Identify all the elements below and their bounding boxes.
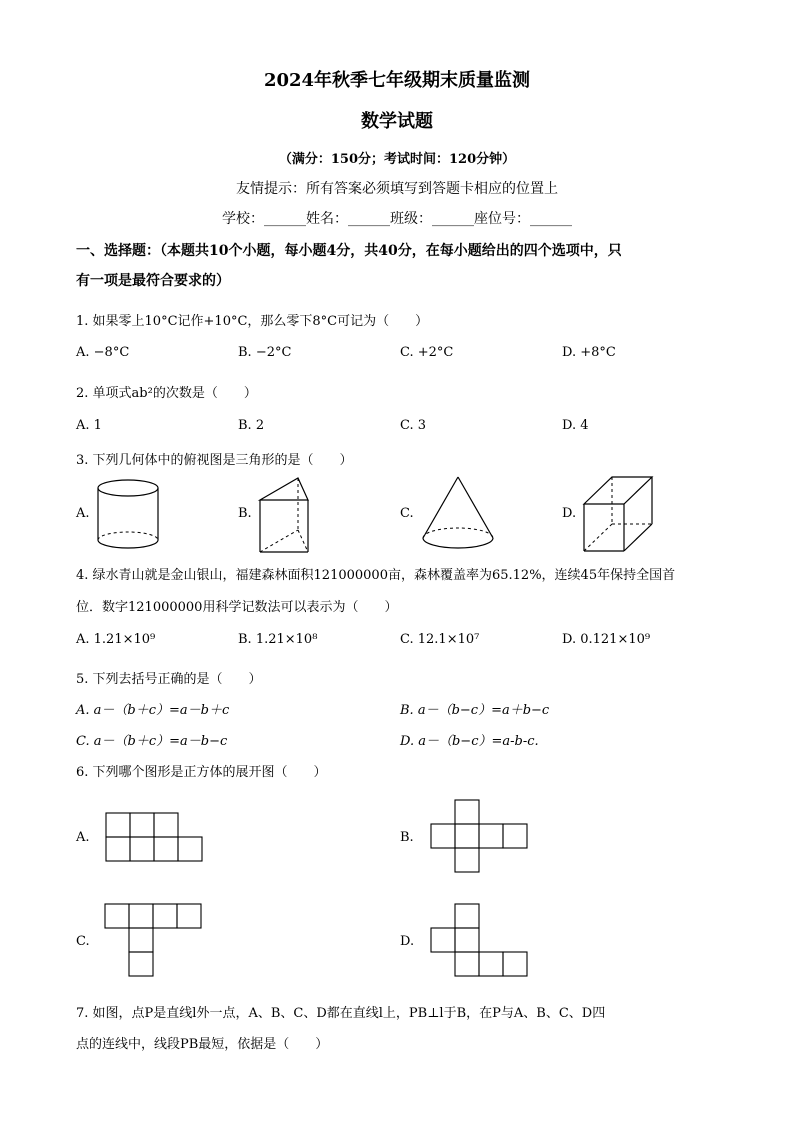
triangular-prism-figure: [256, 474, 316, 554]
q5-option-a: A. a－（b＋c）=a－b＋c: [76, 703, 230, 718]
q1-option-a: A. −8°C: [76, 345, 130, 360]
net-figure-b: [430, 799, 530, 875]
section-heading-line2: 有一项是最符合要求的）: [76, 273, 230, 289]
q7-stem-line2: 点的连线中，线段PB最短，依据是（ ）: [76, 1037, 329, 1052]
cone-figure: [420, 474, 496, 554]
q2-option-a: A. 1: [76, 418, 102, 433]
q1-stem: 1. 如果零上10°C记作+10°C，那么零下8°C可记为（ ）: [76, 314, 429, 329]
q2-stem: 2. 单项式ab²的次数是（ ）: [76, 386, 257, 401]
cuboid-figure: [582, 474, 656, 554]
q2-option-b: B. 2: [238, 418, 265, 433]
q4-stem-line1: 4. 绿水青山就是金山银山，福建森林面积121000000亩，森林覆盖率为65.12%，连续45年保持全国首: [76, 568, 676, 583]
cylinder-figure: [95, 478, 161, 554]
q4-option-d: D. 0.121×10⁹: [562, 632, 651, 647]
q3-option-c: C.: [400, 506, 414, 521]
q3-stem: 3. 下列几何体中的俯视图是三角形的是（ ）: [76, 453, 353, 468]
q2-option-d: D. 4: [562, 418, 589, 433]
section-heading-line1: 一、选择题：（本题共10个小题，每小题4分，共40分，在每小题给出的四个选项中，只: [76, 243, 622, 259]
q5-stem: 5. 下列去括号正确的是（ ）: [76, 672, 262, 687]
subject-title: 数学试题: [361, 111, 433, 132]
q3-option-b: B.: [238, 506, 252, 521]
q5-option-b: B. a－（b−c）=a＋b−c: [400, 703, 550, 718]
q4-option-a: A. 1.21×10⁹: [76, 632, 156, 647]
q5-option-d: D. a－（b−c）=a-b-c.: [400, 734, 539, 749]
q3-option-d: D.: [562, 506, 577, 521]
score-time: （满分：150分；考试时间：120分钟）: [278, 152, 516, 167]
q4-option-b: B. 1.21×10⁸: [238, 632, 318, 647]
q1-option-d: D. +8°C: [562, 345, 616, 360]
q6-option-c: C.: [76, 934, 90, 949]
student-info: 学校：______姓名：______班级：______座位号：______: [222, 211, 572, 227]
q6-stem: 6. 下列哪个图形是正方体的展开图（ ）: [76, 765, 327, 780]
q3-option-a: A.: [76, 506, 90, 521]
q6-option-a: A.: [76, 830, 90, 845]
exam-title: 2024年秋季七年级期末质量监测: [263, 70, 531, 91]
net-figure-c: [104, 903, 206, 979]
q2-option-c: C. 3: [400, 418, 427, 433]
q7-stem-line1: 7. 如图，点P是直线l外一点，A、B、C、D都在直线l上，PB⊥l于B，在P与A、B、C、D四: [76, 1006, 606, 1021]
q4-option-c: C. 12.1×10⁷: [400, 632, 480, 647]
net-figure-d: [430, 903, 532, 979]
q6-option-d: D.: [400, 934, 415, 949]
q6-option-b: B.: [400, 830, 414, 845]
q4-stem-line2: 位．数字121000000用科学记数法可以表示为（ ）: [76, 600, 398, 615]
q5-option-c: C. a－（b＋c）=a－b−c: [76, 734, 228, 749]
q1-option-b: B. −2°C: [238, 345, 292, 360]
q1-option-c: C. +2°C: [400, 345, 454, 360]
friendly-tip: 友情提示：所有答案必须填写到答题卡相应的位置上: [236, 181, 558, 197]
net-figure-a: [105, 812, 207, 862]
